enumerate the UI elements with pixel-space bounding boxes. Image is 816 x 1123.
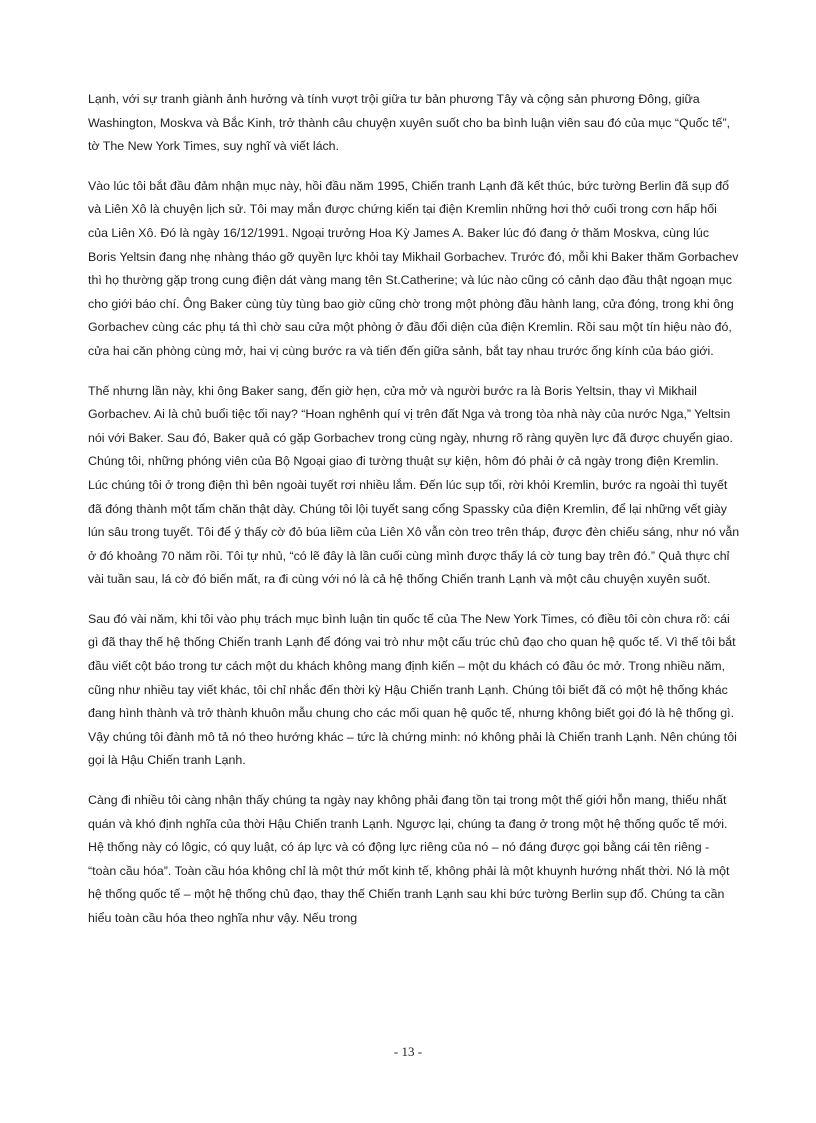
paragraph-4: Sau đó vài năm, khi tôi vào phụ trách mục bình luận tin quốc tế của The New York Times, có điều tôi còn chưa rõ: cái gì đã thay thế hệ thống Chiến tranh Lạnh để đóng vai trò như một cấu trúc chủ đạo cho quan hệ quốc tế. Vì thế tôi bắt đầu viết cột báo trong tư cách một du khách không mang định kiến – một du khách có đầu óc mở. Trong nhiều năm, cũng như nhiều tay viết khác, tôi chỉ nhắc đến thời kỳ Hậu Chiến tranh Lạnh. Chúng tôi biết đã có một hệ thống khác đang hình thành và trở thành khuôn mẫu chung cho các mối quan hệ quốc tế, nhưng không biết gọi đó là hệ thống gì. Vậy chúng tôi đành mô tả nó theo hướng khác – tức là chứng minh: nó không phải là Chiến tranh Lạnh. Nên chúng tôi gọi là Hậu Chiến tranh Lạnh.: [88, 611, 737, 768]
body-text: [88, 88, 740, 947]
paragraph-5: Càng đi nhiều tôi càng nhận thấy chúng ta ngày nay không phải đang tồn tại trong một thế giới hỗn mang, thiếu nhất quán và khó định nghĩa của thời Hậu Chiến tranh Lạnh. Ngược lại, chúng ta đang ở trong một hệ thống quốc tế mới. Hệ thống này có lôgic, có quy luật, có áp lực và có động lực riêng của nó – nó đáng được gọi bằng cái tên riêng - “toàn cầu hóa”. Toàn cầu hóa không chỉ là một thứ mốt kinh tế, không phải là một khuynh hướng nhất thời. Nó là một hệ thống quốc tế – một hệ thống chủ đạo, thay thế Chiến tranh Lạnh sau khi bức tường Berlin sụp đổ. Chúng ta cần hiểu toàn cầu hóa theo nghĩa như vậy. Nếu trong: [88, 793, 730, 925]
paragraph-1: Lạnh, với sự tranh giành ảnh hưởng và tính vượt trội giữa tư bản phương Tây và cộng sản phương Đông, giữa Washington, Moskva và Bắc Kinh, trở thành câu chuyện xuyên suốt cho ba bình luận viên sau đó của mục “Quốc tế”, tờ The New York Times, suy nghĩ và viết lách.: [88, 92, 731, 154]
page-number: - 13 -: [393, 1044, 423, 1059]
paragraph-2: Vào lúc tôi bắt đầu đảm nhận mục này, hồi đầu năm 1995, Chiến tranh Lạnh đã kết thúc, bức tường Berlin đã sụp đổ và Liên Xô là chuyện lịch sử. Tôi may mắn được chứng kiến tại điện Kremlin những hơi thở cuối trong cơn hấp hối của Liên Xô. Đó là ngày 16/12/1991. Ngoại trưởng Hoa Kỳ James A. Baker lúc đó đang ở thăm Moskva, cùng lúc Boris Yeltsin đang nhẹ nhàng tháo gỡ quyền lực khỏi tay Mikhail Gorbachev. Trước đó, mỗi khi Baker thăm Gorbachev thì họ thường gặp trong cung điện dát vàng mang tên St.Catherine; và lúc nào cũng có cảnh dạo đầu thật ngoạn mục cho giới báo chí. Ông Baker cùng tùy tùng bao giờ cũng chờ trong một phòng đầu hành lang, cửa đóng, trong khi ông Gorbachev cùng các phụ tá thì chờ sau cửa một phòng ở đầu đối diện của điện Kremlin. Rồi sau một tín hiệu nào đó, cửa hai căn phòng cùng mở, hai vị cùng bước ra và tiến đến giữa sảnh, bắt tay nhau trước ống kính của báo giới.: [88, 178, 739, 358]
paragraph-3: Thế nhưng lần này, khi ông Baker sang, đến giờ hẹn, cửa mở và người bước ra là Boris Yeltsin, thay vì Mikhail Gorbachev. Ai là chủ buổi tiệc tối nay? “Hoan nghênh quí vị trên đất Nga và trong tòa nhà này của nước Nga,” Yeltsin nói với Baker. Sau đó, Baker quả có gặp Gorbachev trong cùng ngày, nhưng rõ ràng quyền lực đã được chuyển giao. Chúng tôi, những phóng viên của Bộ Ngoại giao đi tường thuật sự kiện, hôm đó phải ở cả ngày trong điện Kremlin. Lúc chúng tôi ở trong điện thì bên ngoài tuyết rơi nhiều lắm. Đến lúc sụp tối, rời khỏi Kremlin, bước ra ngoài thì tuyết đã đóng thành một tấm chăn thật dày. Chúng tôi lội tuyết sang cổng Spassky của điện Kremlin, để lại những vết giày lún sâu trong tuyết. Tôi để ý thấy cờ đỏ búa liềm của Liên Xô vẫn còn treo trên tháp, được đèn chiếu sáng, như nó vẫn ở đó khoảng 70 năm rồi. Tôi tự nhủ, “có lẽ đây là lần cuối cùng mình được thấy lá cờ tung bay trên đó.” Quả thực chỉ vài tuần sau, lá cờ đó biến mất, ra đi cùng với nó là cả hệ thống Chiến tranh Lạnh và một câu chuyện xuyên suốt.: [88, 383, 740, 587]
